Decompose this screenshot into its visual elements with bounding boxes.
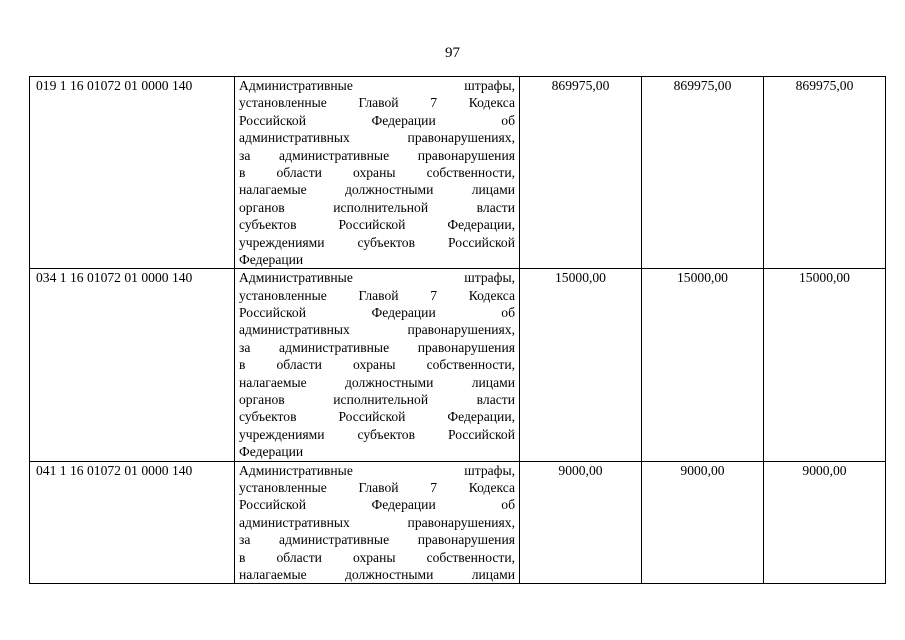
description-word: административных: [239, 130, 350, 146]
description-word: административных: [239, 514, 350, 530]
description-word: субъектов: [239, 409, 297, 425]
description-cell: [235, 77, 520, 269]
description-word: Главой: [358, 479, 399, 495]
description-word: административные: [279, 147, 390, 163]
budget-table: [29, 76, 886, 584]
description-word: собственности,: [426, 357, 515, 373]
description-word: Российской: [239, 497, 306, 513]
description-line: [239, 496, 515, 513]
description-word: учреждениями: [239, 234, 325, 250]
description-word: охраны: [353, 549, 396, 565]
description-line: [239, 339, 515, 356]
table-row: [30, 461, 886, 584]
description-word: Федерации: [239, 251, 304, 267]
description-word: правонарушениях,: [407, 514, 515, 530]
description-word: правонарушения: [417, 532, 515, 548]
description-word: области: [276, 357, 322, 373]
description-word: Российской: [338, 409, 406, 425]
description-word: Российской: [447, 234, 515, 250]
description-word: 7: [430, 479, 438, 495]
description-word: Российской: [239, 305, 306, 321]
description-word: Российской: [239, 112, 306, 128]
description-word: в: [239, 164, 246, 180]
description-line: [239, 287, 515, 304]
description-word: штрафы,: [464, 78, 515, 93]
description-word: собственности,: [426, 164, 515, 180]
description-word: за: [239, 532, 251, 548]
description-word: штрафы,: [464, 462, 515, 478]
description-word: Российской: [338, 217, 406, 233]
description-word: охраны: [353, 357, 396, 373]
description-word: должностными: [345, 182, 434, 198]
description-word: субъектов: [357, 426, 415, 442]
budget-code-cell: 034 1 16 01072 01 0000 140: [30, 269, 235, 461]
value-cell-2: 15000,00: [642, 269, 764, 461]
description-word: 7: [430, 95, 438, 111]
description-word: в: [239, 357, 246, 373]
value-cell-3: 869975,00: [764, 77, 886, 269]
description-line: [239, 374, 515, 391]
value-cell-2: 869975,00: [642, 77, 764, 269]
description-word: установленные: [239, 287, 327, 303]
description-line: [239, 216, 515, 233]
value-cell-3: 15000,00: [764, 269, 886, 461]
description-line: [239, 234, 515, 251]
description-line: [239, 443, 515, 460]
description-word: Федерации: [371, 497, 436, 513]
description-line: [239, 391, 515, 408]
description-line: [239, 164, 515, 181]
description-word: собственности,: [426, 549, 515, 565]
description-line: [239, 304, 515, 321]
description-word: Главой: [358, 287, 399, 303]
value-cell-1: 9000,00: [520, 461, 642, 584]
value-cell-1: 15000,00: [520, 269, 642, 461]
description-word: субъектов: [239, 217, 297, 233]
description-line: [239, 531, 515, 548]
description-line: [239, 566, 515, 583]
description-cell: [235, 461, 520, 584]
description-word: лицами: [471, 374, 515, 390]
description-line: [239, 549, 515, 566]
description-word: охраны: [353, 164, 396, 180]
description-word: правонарушениях,: [407, 130, 515, 146]
description-word: лицами: [471, 566, 515, 582]
description-line: [239, 356, 515, 373]
description-word: Главой: [358, 95, 399, 111]
description-line: [239, 462, 515, 479]
description-word: учреждениями: [239, 426, 325, 442]
description-word: в: [239, 549, 246, 565]
description-word: области: [276, 549, 322, 565]
description-line: [239, 129, 515, 146]
budget-code-cell: 019 1 16 01072 01 0000 140: [30, 77, 235, 269]
description-word: об: [501, 112, 515, 128]
description-line: [239, 147, 515, 164]
description-word: административные: [279, 339, 390, 355]
page-number: 97: [445, 45, 460, 61]
description-word: исполнительной: [333, 199, 429, 215]
description-line: [239, 426, 515, 443]
description-word: 7: [430, 287, 438, 303]
description-line: [239, 321, 515, 338]
description-word: Административные: [239, 462, 353, 478]
description-line: [239, 94, 515, 111]
description-line: [239, 479, 515, 496]
description-word: Кодекса: [468, 95, 515, 111]
budget-code-cell: 041 1 16 01072 01 0000 140: [30, 461, 235, 584]
description-word: органов: [239, 199, 285, 215]
description-line: [239, 251, 515, 268]
description-word: Федерации,: [447, 217, 515, 233]
description-word: Федерации: [239, 444, 304, 460]
table-row: [30, 77, 886, 269]
description-word: власти: [476, 392, 515, 408]
value-cell-1: 869975,00: [520, 77, 642, 269]
description-word: установленные: [239, 95, 327, 111]
table-row: [30, 269, 886, 461]
description-word: власти: [476, 199, 515, 215]
description-line: [239, 77, 515, 94]
description-cell: [235, 269, 520, 461]
description-word: Федерации,: [447, 409, 515, 425]
value-cell-3: 9000,00: [764, 461, 886, 584]
description-word: должностными: [345, 374, 434, 390]
description-word: налагаемые: [239, 374, 307, 390]
description-word: за: [239, 147, 251, 163]
description-line: [239, 514, 515, 531]
description-line: [239, 199, 515, 216]
description-line: [239, 269, 515, 286]
value-cell-2: 9000,00: [642, 461, 764, 584]
description-word: Федерации: [371, 305, 436, 321]
description-line: [239, 408, 515, 425]
description-word: Кодекса: [468, 287, 515, 303]
description-word: Российской: [447, 426, 515, 442]
description-word: налагаемые: [239, 182, 307, 198]
description-word: правонарушения: [417, 339, 515, 355]
description-line: [239, 181, 515, 198]
description-word: за: [239, 339, 251, 355]
description-word: должностными: [345, 566, 434, 582]
description-word: административные: [279, 532, 390, 548]
description-word: правонарушениях,: [407, 322, 515, 338]
description-word: Федерации: [371, 112, 436, 128]
description-word: правонарушения: [417, 147, 515, 163]
description-word: органов: [239, 392, 285, 408]
description-word: об: [501, 305, 515, 321]
description-word: установленные: [239, 479, 327, 495]
description-word: Административные: [239, 78, 353, 93]
description-line: [239, 112, 515, 129]
description-word: субъектов: [357, 234, 415, 250]
description-word: административных: [239, 322, 350, 338]
description-word: об: [501, 497, 515, 513]
description-word: Кодекса: [468, 479, 515, 495]
description-word: штрафы,: [464, 270, 515, 286]
description-word: исполнительной: [333, 392, 429, 408]
description-word: налагаемые: [239, 566, 307, 582]
description-word: области: [276, 164, 322, 180]
description-word: Административные: [239, 270, 353, 286]
description-word: лицами: [471, 182, 515, 198]
